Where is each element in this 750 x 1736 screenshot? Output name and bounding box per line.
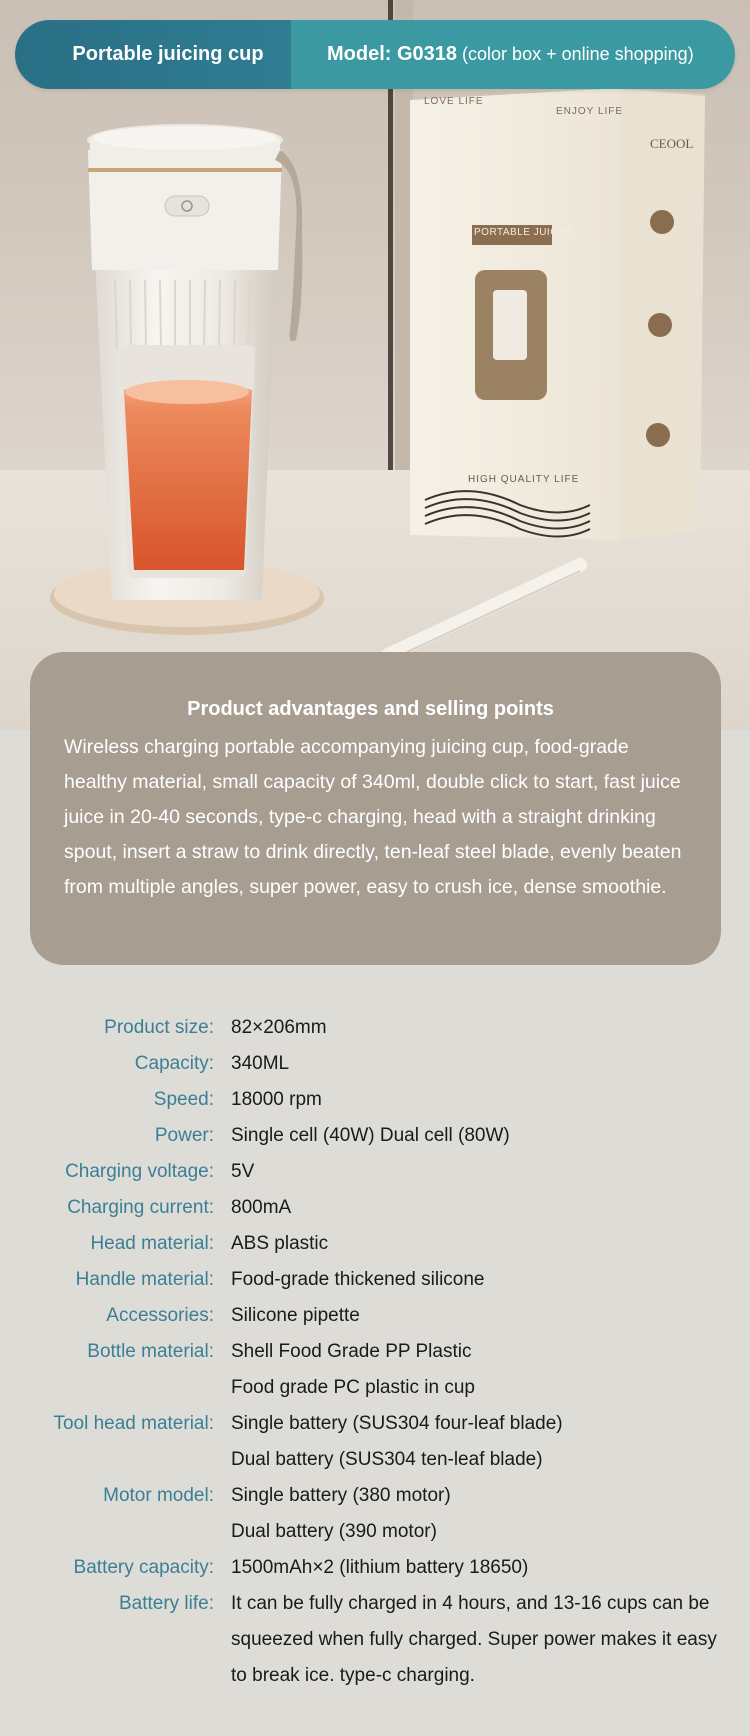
- spec-value: Single battery (SUS304 four-leaf blade): [231, 1413, 563, 1434]
- spec-label: Charging voltage:: [65, 1161, 214, 1182]
- spec-value: Silicone pipette: [231, 1305, 360, 1326]
- spec-label: [0, 1514, 214, 1550]
- spec-value: Single battery (380 motor): [231, 1485, 451, 1506]
- spec-value: 340ML: [231, 1053, 290, 1074]
- spec-label: Capacity:: [134, 1053, 214, 1074]
- spec-row: [0, 1406, 750, 1442]
- hero-photo: [0, 0, 750, 730]
- spec-row: [0, 1190, 750, 1226]
- model-label: Model: G0318: [327, 43, 458, 65]
- spec-label: Battery life:: [118, 1593, 214, 1614]
- spec-row: [0, 1226, 750, 1262]
- box-brand: CEOOL: [650, 136, 694, 151]
- model-note: (color box + online shopping): [462, 44, 694, 64]
- spec-row: [0, 1586, 750, 1694]
- spec-value: Single cell (40W) Dual cell (80W): [231, 1125, 510, 1146]
- spec-row: [0, 1262, 750, 1298]
- spec-label: Motor model:: [103, 1485, 214, 1506]
- spec-value: 18000 rpm: [231, 1089, 322, 1110]
- spec-value: 5V: [231, 1161, 255, 1182]
- spec-row: [0, 1334, 750, 1370]
- spec-label: Head material:: [90, 1233, 214, 1254]
- hero-scene: [0, 0, 750, 730]
- spec-row: [0, 1010, 750, 1046]
- spec-label: Bottle material:: [87, 1341, 214, 1362]
- spec-row: [0, 1478, 750, 1514]
- spec-list: [0, 1010, 750, 1694]
- box-text-love: LOVE LIFE: [424, 96, 484, 107]
- spec-label: Speed:: [153, 1089, 214, 1110]
- box-label: PORTABLE JUICER: [474, 227, 573, 238]
- spec-row: [0, 1370, 750, 1406]
- model-section: [291, 20, 735, 89]
- spec-row: [0, 1154, 750, 1190]
- advantages-title: Product advantages and selling points: [187, 698, 554, 720]
- advantages-card: [30, 652, 721, 965]
- spec-row: [0, 1298, 750, 1334]
- spec-label: [0, 1370, 214, 1406]
- spec-value: Dual battery (SUS304 ten-leaf blade): [231, 1449, 543, 1470]
- advantages-body: Wireless charging portable accompanying juicing cup, food-grade healthy material, small capacity of 340ml, double click to start, fast juice juice in 20-40 seconds, type-c charging, head with a straight drinking spout, insert a straw to drink directly, ten-leaf steel blade, evenly beaten from multiple angles, super power, easy to crush ice, dense smoothie.: [64, 736, 682, 898]
- header-pill: [15, 20, 735, 89]
- spec-label: Product size:: [104, 1017, 214, 1038]
- spec-row: [0, 1118, 750, 1154]
- box-text-enjoy: ENJOY LIFE: [556, 106, 624, 117]
- product-name: Portable juicing cup: [15, 20, 291, 89]
- spec-value: Shell Food Grade PP Plastic: [231, 1341, 472, 1362]
- spec-row: [0, 1514, 750, 1550]
- spec-label: [0, 1442, 214, 1478]
- spec-row: [0, 1442, 750, 1478]
- spec-label: Accessories:: [106, 1305, 214, 1326]
- spec-label: Tool head material:: [53, 1413, 214, 1434]
- spec-value: 82×206mm: [231, 1017, 327, 1038]
- spec-value: Food grade PC plastic in cup: [231, 1377, 475, 1398]
- spec-value: It can be fully charged in 4 hours, and 13-16 cups can be squeezed when fully charged. Super power makes it easy to break ice. type-c charging.: [231, 1593, 717, 1686]
- spec-label: Battery capacity:: [73, 1557, 214, 1578]
- box-quality: HIGH QUALITY LIFE: [468, 474, 580, 485]
- spec-row: [0, 1550, 750, 1586]
- spec-value: Food-grade thickened silicone: [231, 1269, 485, 1290]
- spec-value: 1500mAh×2 (lithium battery 18650): [231, 1557, 529, 1578]
- spec-label: Handle material:: [75, 1269, 214, 1290]
- spec-value: 800mA: [231, 1197, 292, 1218]
- spec-value: Dual battery (390 motor): [231, 1521, 437, 1542]
- spec-label: Power:: [154, 1125, 214, 1146]
- spec-row: [0, 1082, 750, 1118]
- spec-label: Charging current:: [67, 1197, 214, 1218]
- spec-row: [0, 1046, 750, 1082]
- spec-value: ABS plastic: [231, 1233, 329, 1254]
